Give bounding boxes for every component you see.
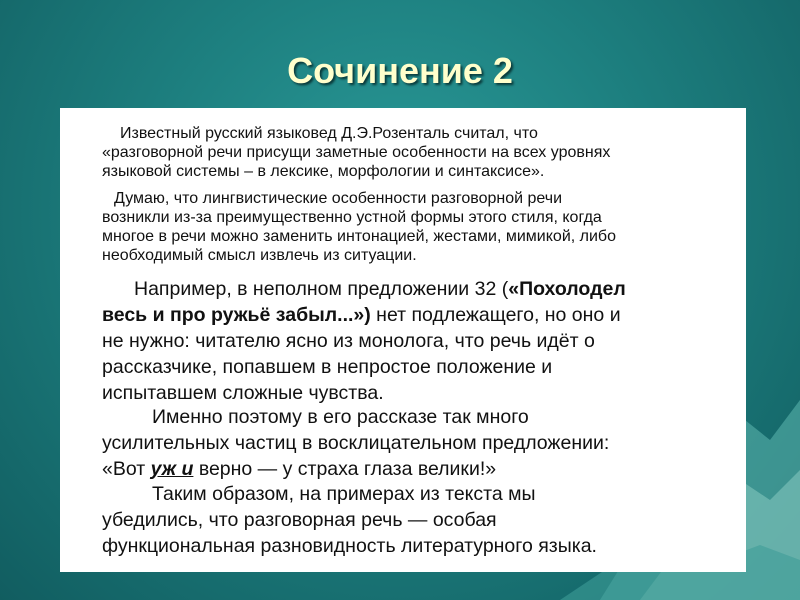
text-line: многое в речи можно заменить интонацией, жестами, мимикой, либо [102, 228, 616, 245]
text-line: Например, в неполном предложении 32 ( [134, 278, 509, 300]
text-line: нет подлежащего, но оно и [370, 304, 621, 326]
text-line: «Вот [102, 458, 151, 480]
bold-quote: весь и про ружьё забыл...») [102, 304, 371, 326]
text-line: не нужно: читателю ясно из монолога, что речь идёт о [102, 330, 595, 352]
text-line: Таким образом, на примерах из текста мы [152, 483, 536, 505]
text-line: языковой системы – в лексике, морфологии и синтаксисе». [102, 163, 545, 180]
emphasized-particle: уж и [150, 458, 194, 480]
text-line: верно — у страха глаза велики!» [193, 458, 497, 480]
text-line: функциональная разновидность литературного языка. [102, 535, 597, 557]
text-line: Именно поэтому в его рассказе так много [152, 406, 529, 428]
paragraph-quote [102, 124, 742, 181]
bold-quote: «Похолодел [508, 278, 626, 300]
text-line: Думаю, что лингвистические особенности разговорной речи [114, 190, 563, 207]
text-line: рассказчике, попавшем в непростое положение и [102, 356, 553, 378]
paragraph-particles [102, 404, 742, 482]
text-line: необходимый смысл извлечь из ситуации. [102, 247, 417, 264]
text-line: «разговорной речи присущи заметные особенности на всех уровнях [102, 144, 611, 161]
paragraph-conclusion [102, 481, 742, 559]
text-line: усилительных частиц в восклицательном предложении: [102, 432, 610, 454]
slide-title: Сочинение 2 [287, 50, 513, 91]
text-line: испытавшем сложные чувства. [102, 382, 384, 404]
paragraph-example [102, 276, 742, 406]
text-line: возникли из-за преимущественно устной формы этого стиля, когда [102, 209, 602, 226]
paragraph-opinion [102, 189, 742, 265]
text-line: убедились, что разговорная речь — особая [102, 509, 497, 531]
text-line: Известный русский языковед Д.Э.Розенталь считал, что [120, 125, 538, 142]
text-panel [60, 108, 746, 572]
